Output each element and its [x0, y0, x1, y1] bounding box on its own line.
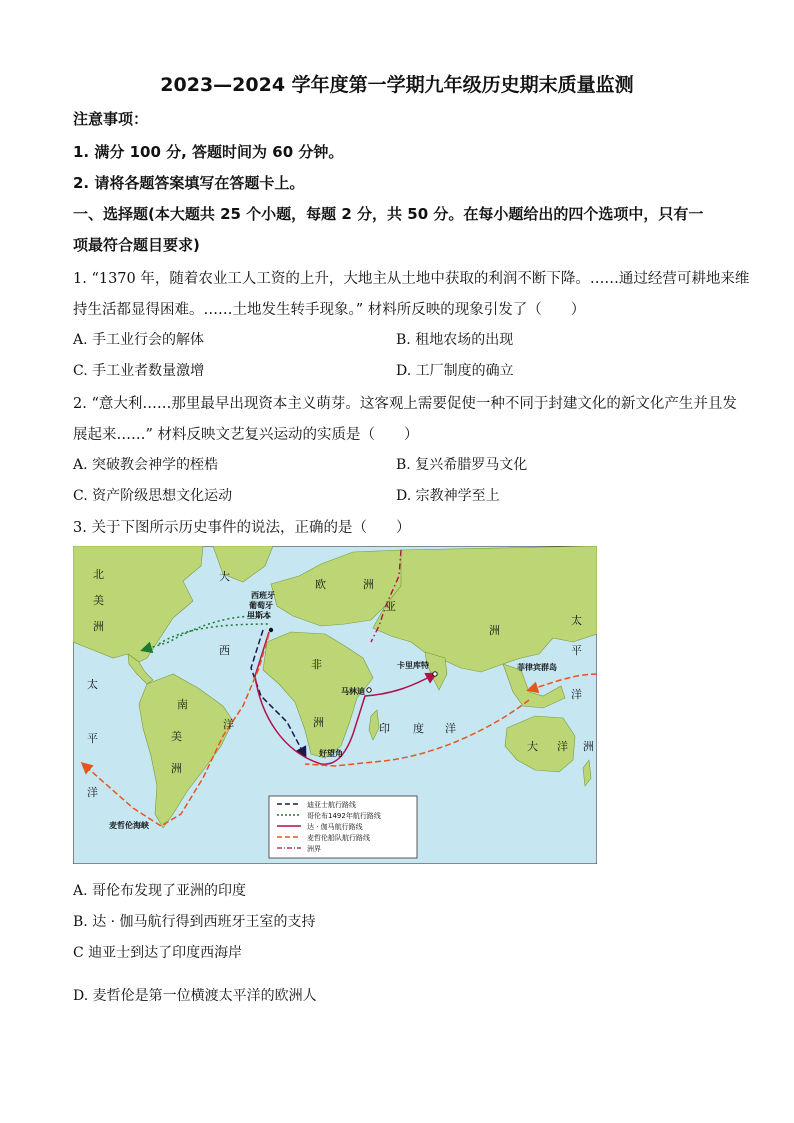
page-title: 2023—2024 学年度第一学期九年级历史期末质量监测 — [160, 74, 634, 96]
label-north-america-2: 美 — [93, 594, 104, 607]
q3-stem: 3. 关于下图所示历史事件的说法，正确的是（ ） — [73, 520, 411, 536]
q2-stem-line2: 展起来……” 材料反映文艺复兴运动的实质是（ ） — [73, 427, 419, 443]
label-atlantic-2: 西 — [219, 644, 230, 657]
voyage-map — [73, 546, 597, 864]
section-heading-line2: 项最符合题目要求) — [73, 236, 200, 254]
label-oceania-1: 大 — [527, 740, 538, 753]
q1-option-a: A. 手工业行会的解体 — [73, 332, 205, 348]
q1-option-b: B. 租地农场的出现 — [396, 332, 514, 348]
lisbon-marker — [269, 628, 273, 632]
notes-item-2: 2. 请将各题答案填写在答题卡上。 — [73, 174, 305, 192]
label-pacific-right-2: 平 — [571, 644, 582, 657]
label-cape: 好望角 — [319, 749, 343, 758]
q3-option-d: D. 麦哲伦是第一位横渡太平洋的欧洲人 — [73, 988, 317, 1004]
label-europe-1: 欧 — [315, 578, 326, 591]
label-philippines: 菲律宾群岛 — [517, 663, 557, 672]
q2-option-b: B. 复兴希腊罗马文化 — [396, 457, 528, 473]
label-south-america-2: 美 — [171, 730, 182, 743]
q1-stem-line1: 1. “1370 年，随着农业工人工资的上升，大地主从土地中获取的利润不断下降。……通过经营可耕地来维 — [73, 271, 750, 287]
malindi-marker — [367, 688, 371, 692]
label-indian-3: 洋 — [445, 722, 456, 735]
label-asia-1: 亚 — [385, 600, 396, 613]
section-heading-line1: 一、选择题(本大题共 25 个小题，每题 2 分，共 50 分。在每小题给出的四个选项中，只有一 — [73, 205, 704, 223]
legend-label-boundary: 洲界 — [307, 845, 321, 853]
q1-option-c: C. 手工业者数量激增 — [73, 363, 205, 379]
label-africa-2: 洲 — [313, 716, 324, 729]
label-calicut: 卡里库特 — [397, 661, 429, 670]
label-north-america-1: 北 — [93, 568, 104, 581]
legend-label-dias: 迪亚士航行路线 — [307, 801, 356, 809]
label-pacific-left-2: 平 — [87, 732, 98, 745]
label-pacific-left-3: 洋 — [87, 786, 98, 799]
map-legend — [269, 796, 417, 858]
label-oceania-3: 洲 — [583, 740, 594, 753]
q2-option-c: C. 资产阶级思想文化运动 — [73, 488, 233, 504]
label-indian-1: 印 — [379, 722, 390, 735]
label-south-america-3: 洲 — [171, 762, 182, 775]
label-south-america-1: 南 — [177, 698, 188, 711]
q3-option-c: C 迪亚士到达了印度西海岸 — [73, 945, 243, 961]
label-spain: 西班牙 — [251, 591, 275, 600]
q1-option-d: D. 工厂制度的确立 — [396, 363, 514, 379]
label-lisbon: 里斯本 — [247, 611, 271, 620]
q2-stem-line1: 2. “意大利……那里最早出现资本主义萌芽。这客观上需要促使一种不同于封建文化的新文化产生并且发 — [73, 396, 737, 412]
label-magellan-strait: 麦哲伦海峡 — [109, 821, 149, 830]
q2-option-d: D. 宗教神学至上 — [396, 488, 500, 504]
label-africa-1: 非 — [311, 658, 322, 671]
label-pacific-right-3: 洋 — [571, 688, 582, 701]
label-pacific-left-1: 太 — [87, 678, 98, 691]
q1-stem-line2: 持生活都显得困难。……土地发生转手现象。” 材料所反映的现象引发了（ ） — [73, 302, 586, 318]
calicut-marker — [433, 672, 437, 676]
label-asia-2: 洲 — [489, 624, 500, 637]
label-portugal: 葡萄牙 — [249, 601, 273, 610]
notes-heading: 注意事项： — [73, 110, 149, 128]
q3-option-a: A. 哥伦布发现了亚洲的印度 — [73, 883, 247, 899]
label-atlantic-1: 大 — [219, 570, 230, 583]
q2-option-a: A. 突破教会神学的桎梏 — [73, 457, 219, 473]
legend-label-gama: 达 · 伽马航行路线 — [307, 823, 363, 831]
label-oceania-2: 洋 — [557, 740, 568, 753]
q3-option-b: B. 达 · 伽马航行得到西班牙王室的支持 — [73, 914, 316, 930]
label-pacific-right-1: 太 — [571, 614, 582, 627]
label-north-america-3: 洲 — [93, 620, 104, 633]
legend-label-columbus: 哥伦布1492年航行路线 — [307, 812, 381, 820]
label-atlantic-3: 洋 — [223, 718, 234, 731]
label-europe-2: 洲 — [363, 578, 374, 591]
notes-item-1: 1. 满分 100 分, 答题时间为 60 分钟。 — [73, 143, 344, 161]
legend-label-magellan: 麦哲伦船队航行路线 — [307, 834, 370, 842]
label-malindi: 马林迪 — [341, 687, 365, 696]
label-indian-2: 度 — [413, 722, 424, 735]
